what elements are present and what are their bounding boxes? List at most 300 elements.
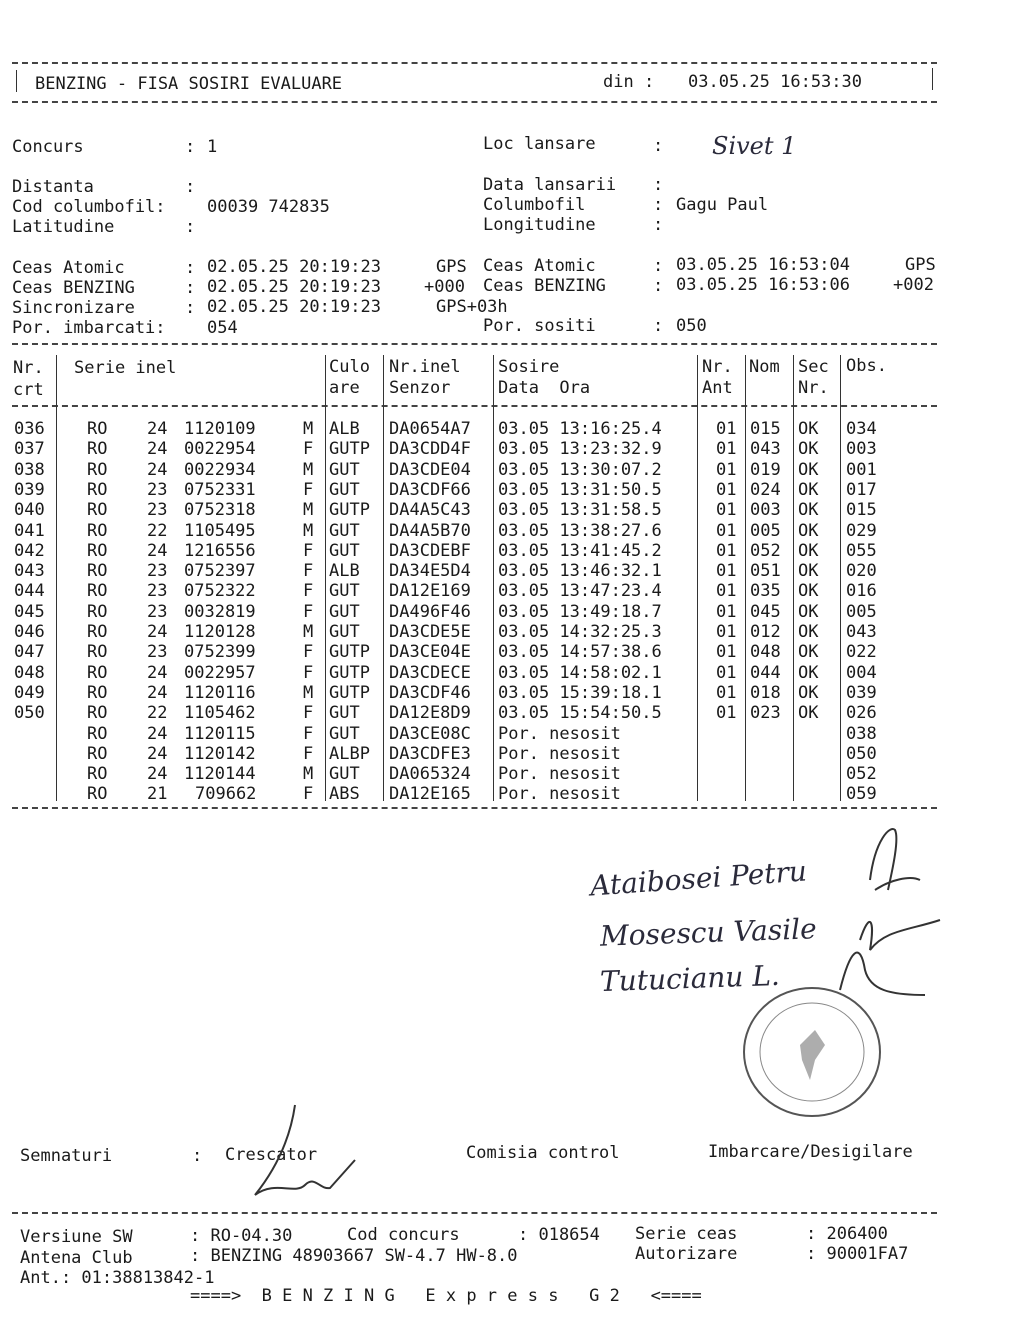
- colon: :: [653, 136, 664, 156]
- row-ring-number: 0752331: [184, 479, 256, 500]
- table-row: [0, 561, 1024, 581]
- row-ring-number: 1120128: [184, 622, 256, 642]
- header-bottom-rule: [12, 101, 937, 103]
- row-color: GUTP: [329, 500, 370, 521]
- row-sex: F: [303, 723, 314, 744]
- ant-line: Ant.: 01:38813842-1: [20, 1268, 215, 1288]
- row-obs: 059: [846, 784, 877, 805]
- row-nom: 043: [750, 439, 781, 460]
- row-nr: 043: [14, 561, 45, 582]
- row-arrival: Por. nesosit: [498, 743, 621, 764]
- row-nom: 003: [750, 500, 781, 521]
- signature-marks: [830, 820, 950, 1010]
- row-nom: 018: [750, 682, 781, 703]
- header-top-rule: [12, 62, 937, 64]
- col-header-serie: Serie inel: [74, 358, 177, 378]
- row-color: ALB: [329, 561, 360, 582]
- row-nr: 050: [14, 703, 45, 724]
- print-datetime: 03.05.25 16:53:30: [688, 72, 862, 92]
- versiune-value: : RO-04.30: [190, 1226, 293, 1246]
- row-sex: F: [303, 642, 314, 663]
- row-antenna: 01: [716, 540, 737, 561]
- row-obs: 050: [846, 743, 877, 764]
- row-nr: 045: [14, 601, 45, 622]
- row-nom: 051: [750, 561, 781, 582]
- signature-scribble: [870, 829, 920, 890]
- row-nom: 048: [750, 642, 781, 663]
- comisia-label: Comisia control: [466, 1143, 620, 1163]
- row-sensor: DA4A5C43: [389, 500, 471, 521]
- handwritten-name: Ataibosei Petru: [589, 854, 808, 903]
- row-obs: 004: [846, 662, 877, 683]
- ceas-atomic-start-value: 02.05.25 20:19:23: [207, 257, 381, 277]
- imbarcati-label: Por. imbarcati:: [12, 318, 166, 338]
- row-country: RO: [87, 479, 108, 500]
- col-header-obs: Obs.: [846, 356, 887, 376]
- row-nr: 047: [14, 642, 45, 663]
- row-nom: 005: [750, 520, 781, 541]
- row-sensor: DA12E169: [389, 581, 471, 602]
- table-row: [0, 581, 1024, 601]
- row-antenna: 01: [716, 561, 737, 582]
- table-row: [0, 784, 1024, 804]
- row-color: GUTP: [329, 439, 370, 460]
- table-header-rule: [12, 405, 937, 407]
- row-country: RO: [87, 439, 108, 460]
- row-nr: 038: [14, 459, 45, 480]
- colon: :: [192, 1146, 203, 1166]
- row-obs: 055: [846, 540, 877, 561]
- row-country: RO: [87, 419, 108, 439]
- row-country: RO: [87, 642, 108, 663]
- row-obs: 038: [846, 723, 877, 744]
- row-arrival: Por. nesosit: [498, 764, 621, 785]
- table-row: [0, 744, 1024, 764]
- row-sex: F: [303, 561, 314, 582]
- row-year: 23: [147, 561, 168, 582]
- row-country: RO: [87, 743, 108, 764]
- row-arrival: Por. nesosit: [498, 784, 621, 805]
- row-ring-number: 0752318: [184, 500, 256, 521]
- row-year: 24: [147, 723, 168, 744]
- ceas-benzing-start-suffix: +000: [424, 277, 465, 297]
- row-ring-number: 1120109: [184, 419, 256, 439]
- serie-ceas-label: Serie ceas: [635, 1224, 738, 1244]
- row-nr: 037: [14, 439, 45, 460]
- latitudine-label: Latitudine: [12, 217, 115, 237]
- table-row: [0, 602, 1024, 622]
- signature-scribble: [860, 920, 940, 950]
- col-header-senzor: Senzor: [389, 378, 451, 398]
- row-nom: 012: [750, 622, 781, 642]
- benzing-banner: ====> B E N Z I N G E x p r e s s G 2 <====: [190, 1286, 702, 1306]
- row-year: 24: [147, 540, 168, 561]
- row-sex: F: [303, 581, 314, 602]
- row-nr: 039: [14, 479, 45, 500]
- row-color: GUT: [329, 764, 360, 785]
- row-antenna: 01: [716, 642, 737, 663]
- row-sex: F: [303, 601, 314, 622]
- row-year: 23: [147, 642, 168, 663]
- row-obs: 001: [846, 459, 877, 480]
- colon: :: [653, 256, 664, 276]
- row-year: 22: [147, 520, 168, 541]
- colon: :: [653, 195, 664, 215]
- document-title: BENZING - FISA SOSIRI EVALUARE: [35, 74, 343, 94]
- row-color: GUT: [329, 581, 360, 602]
- row-sex: M: [303, 764, 314, 785]
- row-obs: 039: [846, 682, 877, 703]
- row-country: RO: [87, 723, 108, 744]
- versiune-label: Versiune SW: [20, 1227, 133, 1247]
- row-country: RO: [87, 581, 108, 602]
- row-sec: OK: [798, 459, 819, 480]
- row-sec: OK: [798, 682, 819, 703]
- row-country: RO: [87, 601, 108, 622]
- row-sec: OK: [798, 520, 819, 541]
- row-color: ABS: [329, 784, 360, 805]
- row-sex: M: [303, 419, 314, 439]
- row-country: RO: [87, 500, 108, 521]
- row-antenna: 01: [716, 500, 737, 521]
- row-obs: 022: [846, 642, 877, 663]
- col-header-ant: Ant: [702, 378, 733, 398]
- table-row: [0, 541, 1024, 561]
- table-row: [0, 703, 1024, 723]
- cod-concurs-label: Cod concurs: [347, 1225, 460, 1245]
- colon: :: [185, 278, 196, 298]
- row-sec: OK: [798, 500, 819, 521]
- row-year: 24: [147, 682, 168, 703]
- row-ring-number: 0022934: [184, 459, 256, 480]
- row-antenna: 01: [716, 520, 737, 541]
- row-ring-number: 709662: [195, 784, 257, 805]
- table-row: [0, 683, 1024, 703]
- row-sensor: DA12E8D9: [389, 703, 471, 724]
- row-arrival: 03.05 13:38:27.6: [498, 520, 662, 541]
- colon: :: [653, 316, 664, 336]
- row-sex: M: [303, 520, 314, 541]
- semnaturi-label: Semnaturi: [20, 1146, 113, 1166]
- columbofil-value: Gagu Paul: [676, 195, 769, 215]
- row-sex: F: [303, 439, 314, 460]
- handwritten-name: Mosescu Vasile: [599, 912, 818, 953]
- row-sensor: DA3CDFE3: [389, 743, 471, 764]
- row-country: RO: [87, 784, 108, 805]
- row-arrival: 03.05 13:31:50.5: [498, 479, 662, 500]
- row-sensor: DA3CDD4F: [389, 439, 471, 460]
- row-obs: 005: [846, 601, 877, 622]
- table-row: [0, 439, 1024, 459]
- row-sex: F: [303, 479, 314, 500]
- cod-columbofil-label: Cod columbofil:: [12, 197, 166, 217]
- row-antenna: 01: [716, 479, 737, 500]
- antena-value: : BENZING 48903667 SW-4.7 HW-8.0: [190, 1246, 518, 1266]
- row-sec: OK: [798, 540, 819, 561]
- table-row: [0, 460, 1024, 480]
- distanta-label: Distanta: [12, 177, 94, 197]
- ceas-benzing-end-suffix: +002: [893, 275, 934, 295]
- colon: :: [185, 298, 196, 318]
- row-sec: OK: [798, 601, 819, 622]
- row-sex: F: [303, 662, 314, 683]
- row-sec: OK: [798, 662, 819, 683]
- row-ring-number: 1105462: [184, 703, 256, 724]
- col-header-nrant: Nr.: [702, 357, 733, 377]
- row-color: GUT: [329, 540, 360, 561]
- row-arrival: 03.05 14:32:25.3: [498, 622, 662, 642]
- colon: :: [185, 258, 196, 278]
- imbarcati-value: 054: [207, 318, 238, 338]
- row-country: RO: [87, 682, 108, 703]
- club-stamp: [740, 985, 885, 1120]
- table-row: [0, 500, 1024, 520]
- row-sex: F: [303, 540, 314, 561]
- row-arrival: 03.05 13:30:07.2: [498, 459, 662, 480]
- row-antenna: 01: [716, 459, 737, 480]
- row-ring-number: 0752322: [184, 581, 256, 602]
- col-header-crt: crt: [13, 380, 44, 400]
- col-header-data-ora: Data Ora: [498, 378, 591, 398]
- crescator-signature: [235, 1100, 365, 1210]
- row-sec: OK: [798, 561, 819, 582]
- row-color: GUT: [329, 723, 360, 744]
- row-sensor: DA3CDECE: [389, 662, 471, 683]
- ceas-benzing-start-value: 02.05.25 20:19:23: [207, 277, 381, 297]
- row-obs: 034: [846, 419, 877, 439]
- ceas-atomic-end-label: Ceas Atomic: [483, 256, 596, 276]
- row-antenna: 01: [716, 662, 737, 683]
- row-nr: 036: [14, 419, 45, 439]
- row-year: 24: [147, 419, 168, 439]
- ceas-atomic-start-suffix: GPS: [436, 257, 467, 277]
- table-row: [0, 764, 1024, 784]
- row-nr: 041: [14, 520, 45, 541]
- row-arrival: 03.05 14:57:38.6: [498, 642, 662, 663]
- row-ring-number: 1120116: [184, 682, 256, 703]
- row-obs: 003: [846, 439, 877, 460]
- row-year: 21: [147, 784, 168, 805]
- row-color: ALB: [329, 419, 360, 439]
- table-row: [0, 724, 1024, 744]
- row-country: RO: [87, 764, 108, 785]
- row-obs: 052: [846, 764, 877, 785]
- row-nr: 048: [14, 662, 45, 683]
- row-arrival: 03.05 13:46:32.1: [498, 561, 662, 582]
- table-row: [0, 622, 1024, 642]
- row-sensor: DA3CDF66: [389, 479, 471, 500]
- table-row: [0, 480, 1024, 500]
- row-antenna: 01: [716, 622, 737, 642]
- row-nom: 019: [750, 459, 781, 480]
- crescator-label: Crescator: [225, 1145, 318, 1165]
- row-nr: 042: [14, 540, 45, 561]
- row-sensor: DA496F46: [389, 601, 471, 622]
- col-header-sec: Sec: [798, 357, 829, 377]
- row-sex: F: [303, 703, 314, 724]
- row-year: 23: [147, 500, 168, 521]
- colon: :: [185, 217, 196, 237]
- row-color: GUTP: [329, 682, 370, 703]
- ceas-benzing-end-value: 03.05.25 16:53:06: [676, 275, 850, 295]
- row-country: RO: [87, 703, 108, 724]
- sositi-value: 050: [676, 316, 707, 336]
- concurs-value: 1: [207, 137, 218, 157]
- row-arrival: 03.05 13:49:18.7: [498, 601, 662, 622]
- serie-ceas-value: : 206400: [806, 1224, 888, 1244]
- handwritten-name: Tutucianu L.: [599, 958, 781, 999]
- sositi-label: Por. sositi: [483, 316, 596, 336]
- row-antenna: 01: [716, 419, 737, 439]
- row-obs: 026: [846, 703, 877, 724]
- row-sensor: DA065324: [389, 764, 471, 785]
- row-nom: 024: [750, 479, 781, 500]
- row-sec: OK: [798, 581, 819, 602]
- row-year: 23: [147, 479, 168, 500]
- row-ring-number: 0752397: [184, 561, 256, 582]
- row-sensor: DA3CDEBF: [389, 540, 471, 561]
- row-sensor: DA34E5D4: [389, 561, 471, 582]
- table-bottom-rule: [12, 807, 937, 809]
- row-year: 24: [147, 439, 168, 460]
- col-header-nr: Nr.: [13, 358, 44, 378]
- sincronizare-suffix: GPS+03h: [436, 297, 508, 317]
- row-sensor: DA3CDE5E: [389, 622, 471, 642]
- row-nom: 044: [750, 662, 781, 683]
- row-sec: OK: [798, 419, 819, 439]
- row-color: GUTP: [329, 642, 370, 663]
- row-ring-number: 1120142: [184, 743, 256, 764]
- row-year: 24: [147, 459, 168, 480]
- row-arrival: Por. nesosit: [498, 723, 621, 744]
- row-antenna: 01: [716, 682, 737, 703]
- row-color: GUT: [329, 703, 360, 724]
- row-color: GUT: [329, 479, 360, 500]
- row-color: GUTP: [329, 662, 370, 683]
- sincronizare-value: 02.05.25 20:19:23: [207, 297, 381, 317]
- row-obs: 043: [846, 622, 877, 642]
- row-country: RO: [87, 459, 108, 480]
- sincronizare-label: Sincronizare: [12, 298, 135, 318]
- antena-label: Antena Club: [20, 1248, 133, 1268]
- col-header-nom: Nom: [749, 357, 780, 377]
- col-header-secnr: Nr.: [798, 378, 829, 398]
- row-antenna: 01: [716, 439, 737, 460]
- row-obs: 017: [846, 479, 877, 500]
- data-lansarii-label: Data lansarii: [483, 175, 617, 195]
- row-country: RO: [87, 520, 108, 541]
- table-row: [0, 521, 1024, 541]
- ceas-benzing-end-label: Ceas BENZING: [483, 276, 606, 296]
- row-nr: 049: [14, 682, 45, 703]
- row-obs: 020: [846, 561, 877, 582]
- row-sec: OK: [798, 642, 819, 663]
- colon: :: [653, 276, 664, 296]
- row-arrival: 03.05 13:23:32.9: [498, 439, 662, 460]
- row-ring-number: 0032819: [184, 601, 256, 622]
- table-row: [0, 663, 1024, 683]
- row-sensor: DA3CE04E: [389, 642, 471, 663]
- footer-rule: [12, 1212, 937, 1214]
- row-year: 24: [147, 764, 168, 785]
- colon: :: [185, 177, 196, 197]
- col-header-are: are: [329, 378, 360, 398]
- row-obs: 015: [846, 500, 877, 521]
- table-row: [0, 419, 1024, 439]
- row-sensor: DA4A5B70: [389, 520, 471, 541]
- header-left-border: [16, 70, 17, 92]
- ceas-atomic-end-suffix: GPS: [905, 255, 936, 275]
- row-ring-number: 0022954: [184, 439, 256, 460]
- row-obs: 016: [846, 581, 877, 602]
- cod-concurs-value: : 018654: [518, 1225, 600, 1245]
- colon: :: [653, 175, 664, 195]
- row-ring-number: 0752399: [184, 642, 256, 663]
- row-sensor: DA3CE08C: [389, 723, 471, 744]
- header-right-border: [932, 68, 933, 90]
- row-color: GUT: [329, 622, 360, 642]
- col-header-culo: Culo: [329, 357, 370, 377]
- row-ring-number: 1120144: [184, 764, 256, 785]
- row-color: GUT: [329, 520, 360, 541]
- row-year: 24: [147, 743, 168, 764]
- row-arrival: 03.05 13:41:45.2: [498, 540, 662, 561]
- row-sex: F: [303, 743, 314, 764]
- row-antenna: 01: [716, 703, 737, 724]
- row-ring-number: 1105495: [184, 520, 256, 541]
- row-obs: 029: [846, 520, 877, 541]
- row-sec: OK: [798, 703, 819, 724]
- loc-lansare-handwritten: Sivet 1: [712, 132, 797, 160]
- row-nom: 052: [750, 540, 781, 561]
- ceas-benzing-start-label: Ceas BENZING: [12, 278, 135, 298]
- row-country: RO: [87, 622, 108, 642]
- row-arrival: 03.05 13:47:23.4: [498, 581, 662, 602]
- row-sex: M: [303, 622, 314, 642]
- row-year: 23: [147, 581, 168, 602]
- din-label: din :: [603, 72, 655, 92]
- row-sec: OK: [798, 479, 819, 500]
- autorizare-value: : 90001FA7: [806, 1244, 909, 1264]
- row-antenna: 01: [716, 581, 737, 602]
- row-ring-number: 0022957: [184, 662, 256, 683]
- row-ring-number: 1216556: [184, 540, 256, 561]
- imbarcare-label: Imbarcare/Desigilare: [708, 1142, 913, 1162]
- row-color: ALBP: [329, 743, 370, 764]
- row-color: GUT: [329, 459, 360, 480]
- row-nom: 035: [750, 581, 781, 602]
- colon: :: [653, 215, 664, 235]
- table-row: [0, 642, 1024, 662]
- row-sensor: DA3CDF46: [389, 682, 471, 703]
- col-header-nrinel: Nr.inel: [389, 357, 461, 377]
- row-country: RO: [87, 662, 108, 683]
- row-year: 23: [147, 601, 168, 622]
- autorizare-label: Autorizare: [635, 1244, 738, 1264]
- row-sex: M: [303, 459, 314, 480]
- row-year: 24: [147, 662, 168, 683]
- row-country: RO: [87, 561, 108, 582]
- row-arrival: 03.05 13:16:25.4: [498, 419, 662, 439]
- concurs-label: Concurs: [12, 137, 84, 157]
- row-sex: F: [303, 784, 314, 805]
- longitudine-label: Longitudine: [483, 215, 596, 235]
- row-country: RO: [87, 540, 108, 561]
- row-sex: M: [303, 500, 314, 521]
- row-nr: 040: [14, 500, 45, 521]
- colon: :: [185, 137, 196, 157]
- table-top-rule: [12, 343, 937, 345]
